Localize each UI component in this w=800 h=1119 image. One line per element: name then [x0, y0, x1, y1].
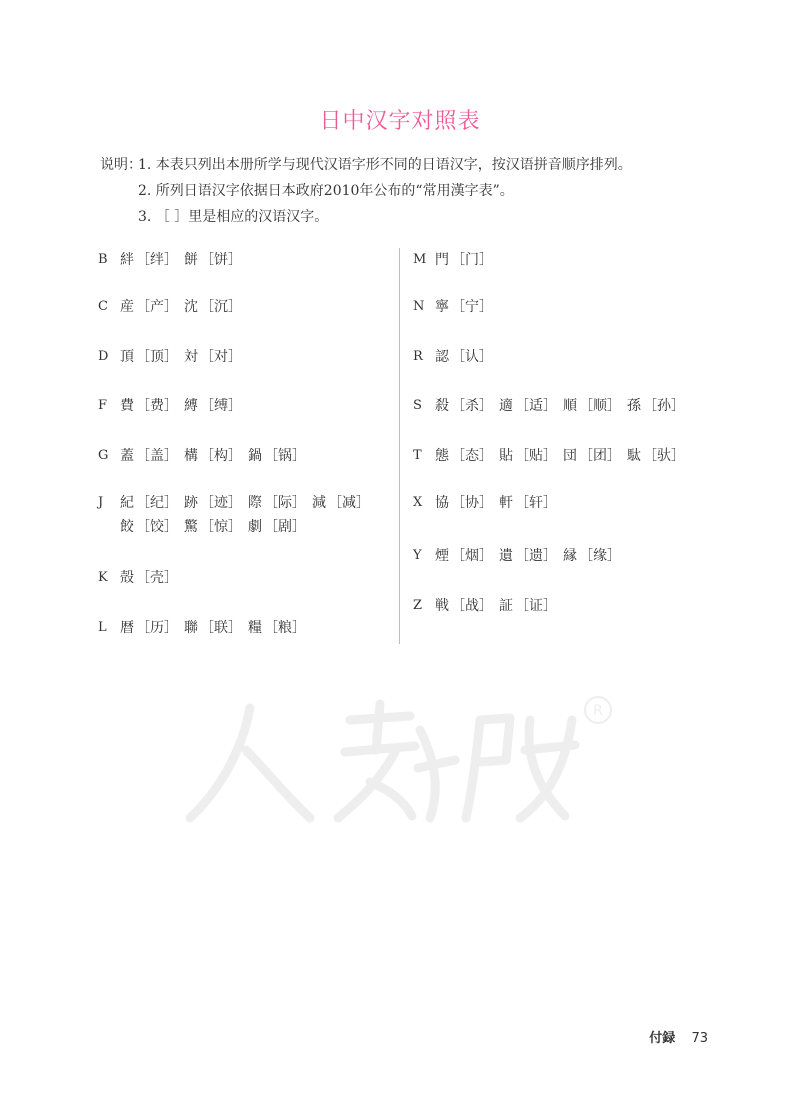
page-title: 日中汉字对照表: [319, 109, 481, 134]
chinese-hanzi: ［绊］: [136, 252, 178, 268]
entry-row: [413, 544, 715, 568]
footer-label: 付録: [649, 1031, 676, 1046]
entry-row: [98, 248, 400, 272]
entry-row: [98, 345, 400, 369]
entry-row: [98, 444, 400, 468]
column-divider: [399, 248, 400, 644]
japanese-kanji: 駄: [627, 448, 641, 464]
note-text: 3. ［ ］里是相应的汉语汉字。: [138, 209, 329, 225]
watermark-logo: [180, 690, 630, 830]
chinese-hanzi: ［际］: [264, 495, 306, 511]
japanese-kanji: 沈: [184, 299, 198, 315]
chinese-hanzi: ［烟］: [451, 548, 493, 564]
japanese-kanji: 費: [120, 398, 134, 414]
note-line: [100, 204, 632, 230]
entry-pairs: [435, 394, 715, 418]
japanese-kanji: 軒: [499, 495, 513, 511]
entry-pairs: [435, 544, 715, 568]
japanese-kanji: 暦: [120, 620, 134, 636]
chinese-hanzi: ［缘］: [579, 548, 621, 564]
chinese-hanzi: ［产］: [136, 299, 178, 315]
kanji-pair: [248, 491, 306, 515]
kanji-pair: [435, 444, 493, 468]
japanese-kanji: 縁: [563, 548, 577, 564]
entry-pairs: [435, 491, 715, 515]
note-line: [100, 178, 632, 204]
japanese-kanji: 餅: [184, 252, 198, 268]
kanji-pair: [435, 295, 493, 319]
entry-pairs: [435, 248, 715, 272]
entry-row: [413, 444, 715, 468]
page-number: 73: [691, 1031, 708, 1046]
entry-pairs: [120, 616, 400, 640]
chinese-hanzi: ［费］: [136, 398, 178, 414]
entry-pairs: [120, 444, 400, 468]
entry-pairs: [120, 248, 400, 272]
kanji-pair: [120, 515, 178, 539]
japanese-kanji: 団: [563, 448, 577, 464]
japanese-kanji: 寧: [435, 299, 449, 315]
japanese-kanji: 減: [312, 495, 326, 511]
entry-letter: N: [413, 299, 425, 314]
kanji-pair: [184, 394, 242, 418]
chinese-hanzi: ［饺］: [136, 519, 178, 535]
chinese-hanzi: ［顶］: [136, 349, 178, 365]
kanji-pair: [184, 515, 242, 539]
chinese-hanzi: ［宁］: [451, 299, 493, 315]
japanese-kanji: 構: [184, 448, 198, 464]
kanji-pair: [499, 444, 557, 468]
entry-row: [413, 345, 715, 369]
japanese-kanji: 産: [120, 299, 134, 315]
chinese-hanzi: ［证］: [515, 598, 557, 614]
japanese-kanji: 餃: [120, 519, 134, 535]
japanese-kanji: 跡: [184, 495, 198, 511]
kanji-pair: [312, 491, 370, 515]
chinese-hanzi: ［联］: [200, 620, 242, 636]
entry-row: [413, 295, 715, 319]
japanese-kanji: 殻: [120, 570, 134, 586]
svg-text:R: R: [593, 703, 603, 719]
chinese-hanzi: ［历］: [136, 620, 178, 636]
japanese-kanji: 認: [435, 349, 449, 365]
entry-letter: B: [98, 252, 108, 267]
kanji-pair: [435, 544, 493, 568]
entry-letter: S: [413, 398, 422, 413]
chinese-hanzi: ［沉］: [200, 299, 242, 315]
entry-row: [98, 394, 400, 418]
kanji-pair: [184, 491, 242, 515]
chinese-hanzi: ［孙］: [643, 398, 685, 414]
chinese-hanzi: ［驮］: [643, 448, 685, 464]
chinese-hanzi: ［盖］: [136, 448, 178, 464]
japanese-kanji: 絆: [120, 252, 134, 268]
entry-pairs: [435, 295, 715, 319]
chinese-hanzi: ［锅］: [264, 448, 306, 464]
entry-row: [98, 616, 400, 640]
chinese-hanzi: ［顺］: [579, 398, 621, 414]
entry-row: [98, 491, 400, 539]
kanji-pair: [627, 444, 685, 468]
chinese-hanzi: ［壳］: [136, 570, 178, 586]
japanese-kanji: 紀: [120, 495, 134, 511]
entry-letter: Y: [413, 548, 422, 563]
japanese-kanji: 際: [248, 495, 262, 511]
japanese-kanji: 対: [184, 349, 198, 365]
entry-row: [413, 248, 715, 272]
japanese-kanji: 遺: [499, 548, 513, 564]
chinese-hanzi: ［遗］: [515, 548, 557, 564]
japanese-kanji: 態: [435, 448, 449, 464]
note-indent: [100, 178, 138, 204]
japanese-kanji: 殺: [435, 398, 449, 414]
kanji-pair: [184, 248, 242, 272]
chinese-hanzi: ［对］: [200, 349, 242, 365]
chinese-hanzi: ［构］: [200, 448, 242, 464]
entry-pairs: [120, 491, 400, 539]
chinese-hanzi: ［剧］: [264, 519, 306, 535]
entry-pairs: [435, 345, 715, 369]
note-text: 2. 所列日语汉字依据日本政府2010年公布的“常用漢字表”。: [138, 183, 514, 199]
entry-row: [413, 594, 715, 618]
chinese-hanzi: ［饼］: [200, 252, 242, 268]
kanji-pair: [120, 394, 178, 418]
entry-row: [98, 295, 400, 319]
entry-letter: D: [98, 349, 109, 364]
japanese-kanji: 適: [499, 398, 513, 414]
chinese-hanzi: ［迹］: [200, 495, 242, 511]
kanji-pair: [120, 248, 178, 272]
chinese-hanzi: ［减］: [328, 495, 370, 511]
entry-letter: C: [98, 299, 108, 314]
kanji-pair: [120, 345, 178, 369]
kanji-pair: [499, 594, 557, 618]
kanji-pair: [120, 295, 178, 319]
japanese-kanji: 驚: [184, 519, 198, 535]
note-prefix: 说明：: [100, 157, 142, 173]
entry-pairs: [435, 444, 715, 468]
chinese-hanzi: ［团］: [579, 448, 621, 464]
kanji-pair: [120, 566, 178, 590]
chinese-hanzi: ［杀］: [451, 398, 493, 414]
chinese-hanzi: ［粮］: [264, 620, 306, 636]
kanji-pair: [435, 248, 493, 272]
note-line: [100, 152, 632, 178]
entry-letter: M: [413, 252, 427, 267]
entry-pairs: [120, 295, 400, 319]
entry-row: [413, 491, 715, 515]
japanese-kanji: 聯: [184, 620, 198, 636]
japanese-kanji: 戦: [435, 598, 449, 614]
kanji-pair: [248, 515, 306, 539]
entry-pairs: [435, 594, 715, 618]
kanji-pair: [184, 295, 242, 319]
note-indent: [100, 204, 138, 230]
kanji-pair: [435, 345, 493, 369]
japanese-kanji: 蓋: [120, 448, 134, 464]
page-footer: [649, 1027, 708, 1046]
kanji-pair: [563, 544, 621, 568]
chinese-hanzi: ［协］: [451, 495, 493, 511]
kanji-pair: [184, 345, 242, 369]
entry-letter: K: [98, 570, 108, 585]
japanese-kanji: 門: [435, 252, 449, 268]
chinese-hanzi: ［纪］: [136, 495, 178, 511]
notes: [100, 152, 632, 230]
chinese-hanzi: ［适］: [515, 398, 557, 414]
entry-row: [98, 566, 400, 590]
entry-letter: T: [413, 448, 422, 463]
chinese-hanzi: ［战］: [451, 598, 493, 614]
japanese-kanji: 縛: [184, 398, 198, 414]
chinese-hanzi: ［轩］: [515, 495, 557, 511]
entry-pairs: [120, 566, 400, 590]
kanji-pair: [184, 444, 242, 468]
kanji-pair: [627, 394, 685, 418]
entry-pairs: [120, 345, 400, 369]
japanese-kanji: 協: [435, 495, 449, 511]
chinese-hanzi: ［惊］: [200, 519, 242, 535]
entry-letter: Z: [413, 598, 423, 613]
japanese-kanji: 劇: [248, 519, 262, 535]
kanji-pair: [248, 616, 306, 640]
kanji-pair: [563, 444, 621, 468]
japanese-kanji: 糧: [248, 620, 262, 636]
entry-letter: R: [413, 349, 423, 364]
kanji-pair: [435, 491, 493, 515]
japanese-kanji: 鍋: [248, 448, 262, 464]
kanji-pair: [248, 444, 306, 468]
entry-row: [413, 394, 715, 418]
entry-letter: L: [98, 620, 107, 635]
entry-pairs: [120, 394, 400, 418]
chinese-hanzi: ［缚］: [200, 398, 242, 414]
kanji-pair: [499, 491, 557, 515]
kanji-pair: [435, 394, 493, 418]
kanji-pair: [184, 616, 242, 640]
japanese-kanji: 煙: [435, 548, 449, 564]
kanji-pair: [499, 544, 557, 568]
japanese-kanji: 孫: [627, 398, 641, 414]
entry-letter: F: [98, 398, 108, 413]
japanese-kanji: 頂: [120, 349, 134, 365]
chinese-hanzi: ［贴］: [515, 448, 557, 464]
chinese-hanzi: ［门］: [451, 252, 493, 268]
chinese-hanzi: ［认］: [451, 349, 493, 365]
entry-letter: J: [98, 495, 104, 510]
kanji-pair: [120, 444, 178, 468]
japanese-kanji: 貼: [499, 448, 513, 464]
japanese-kanji: 証: [499, 598, 513, 614]
note-text: 1. 本表只列出本册所学与现代汉语字形不同的日语汉字，按汉语拼音顺序排列。: [138, 157, 632, 173]
entry-letter: X: [413, 495, 423, 510]
kanji-pair: [120, 616, 178, 640]
entry-letter: G: [98, 448, 109, 463]
kanji-pair: [499, 394, 557, 418]
kanji-pair: [120, 491, 178, 515]
chinese-hanzi: ［态］: [451, 448, 493, 464]
japanese-kanji: 順: [563, 398, 577, 414]
kanji-pair: [435, 594, 493, 618]
kanji-pair: [563, 394, 621, 418]
